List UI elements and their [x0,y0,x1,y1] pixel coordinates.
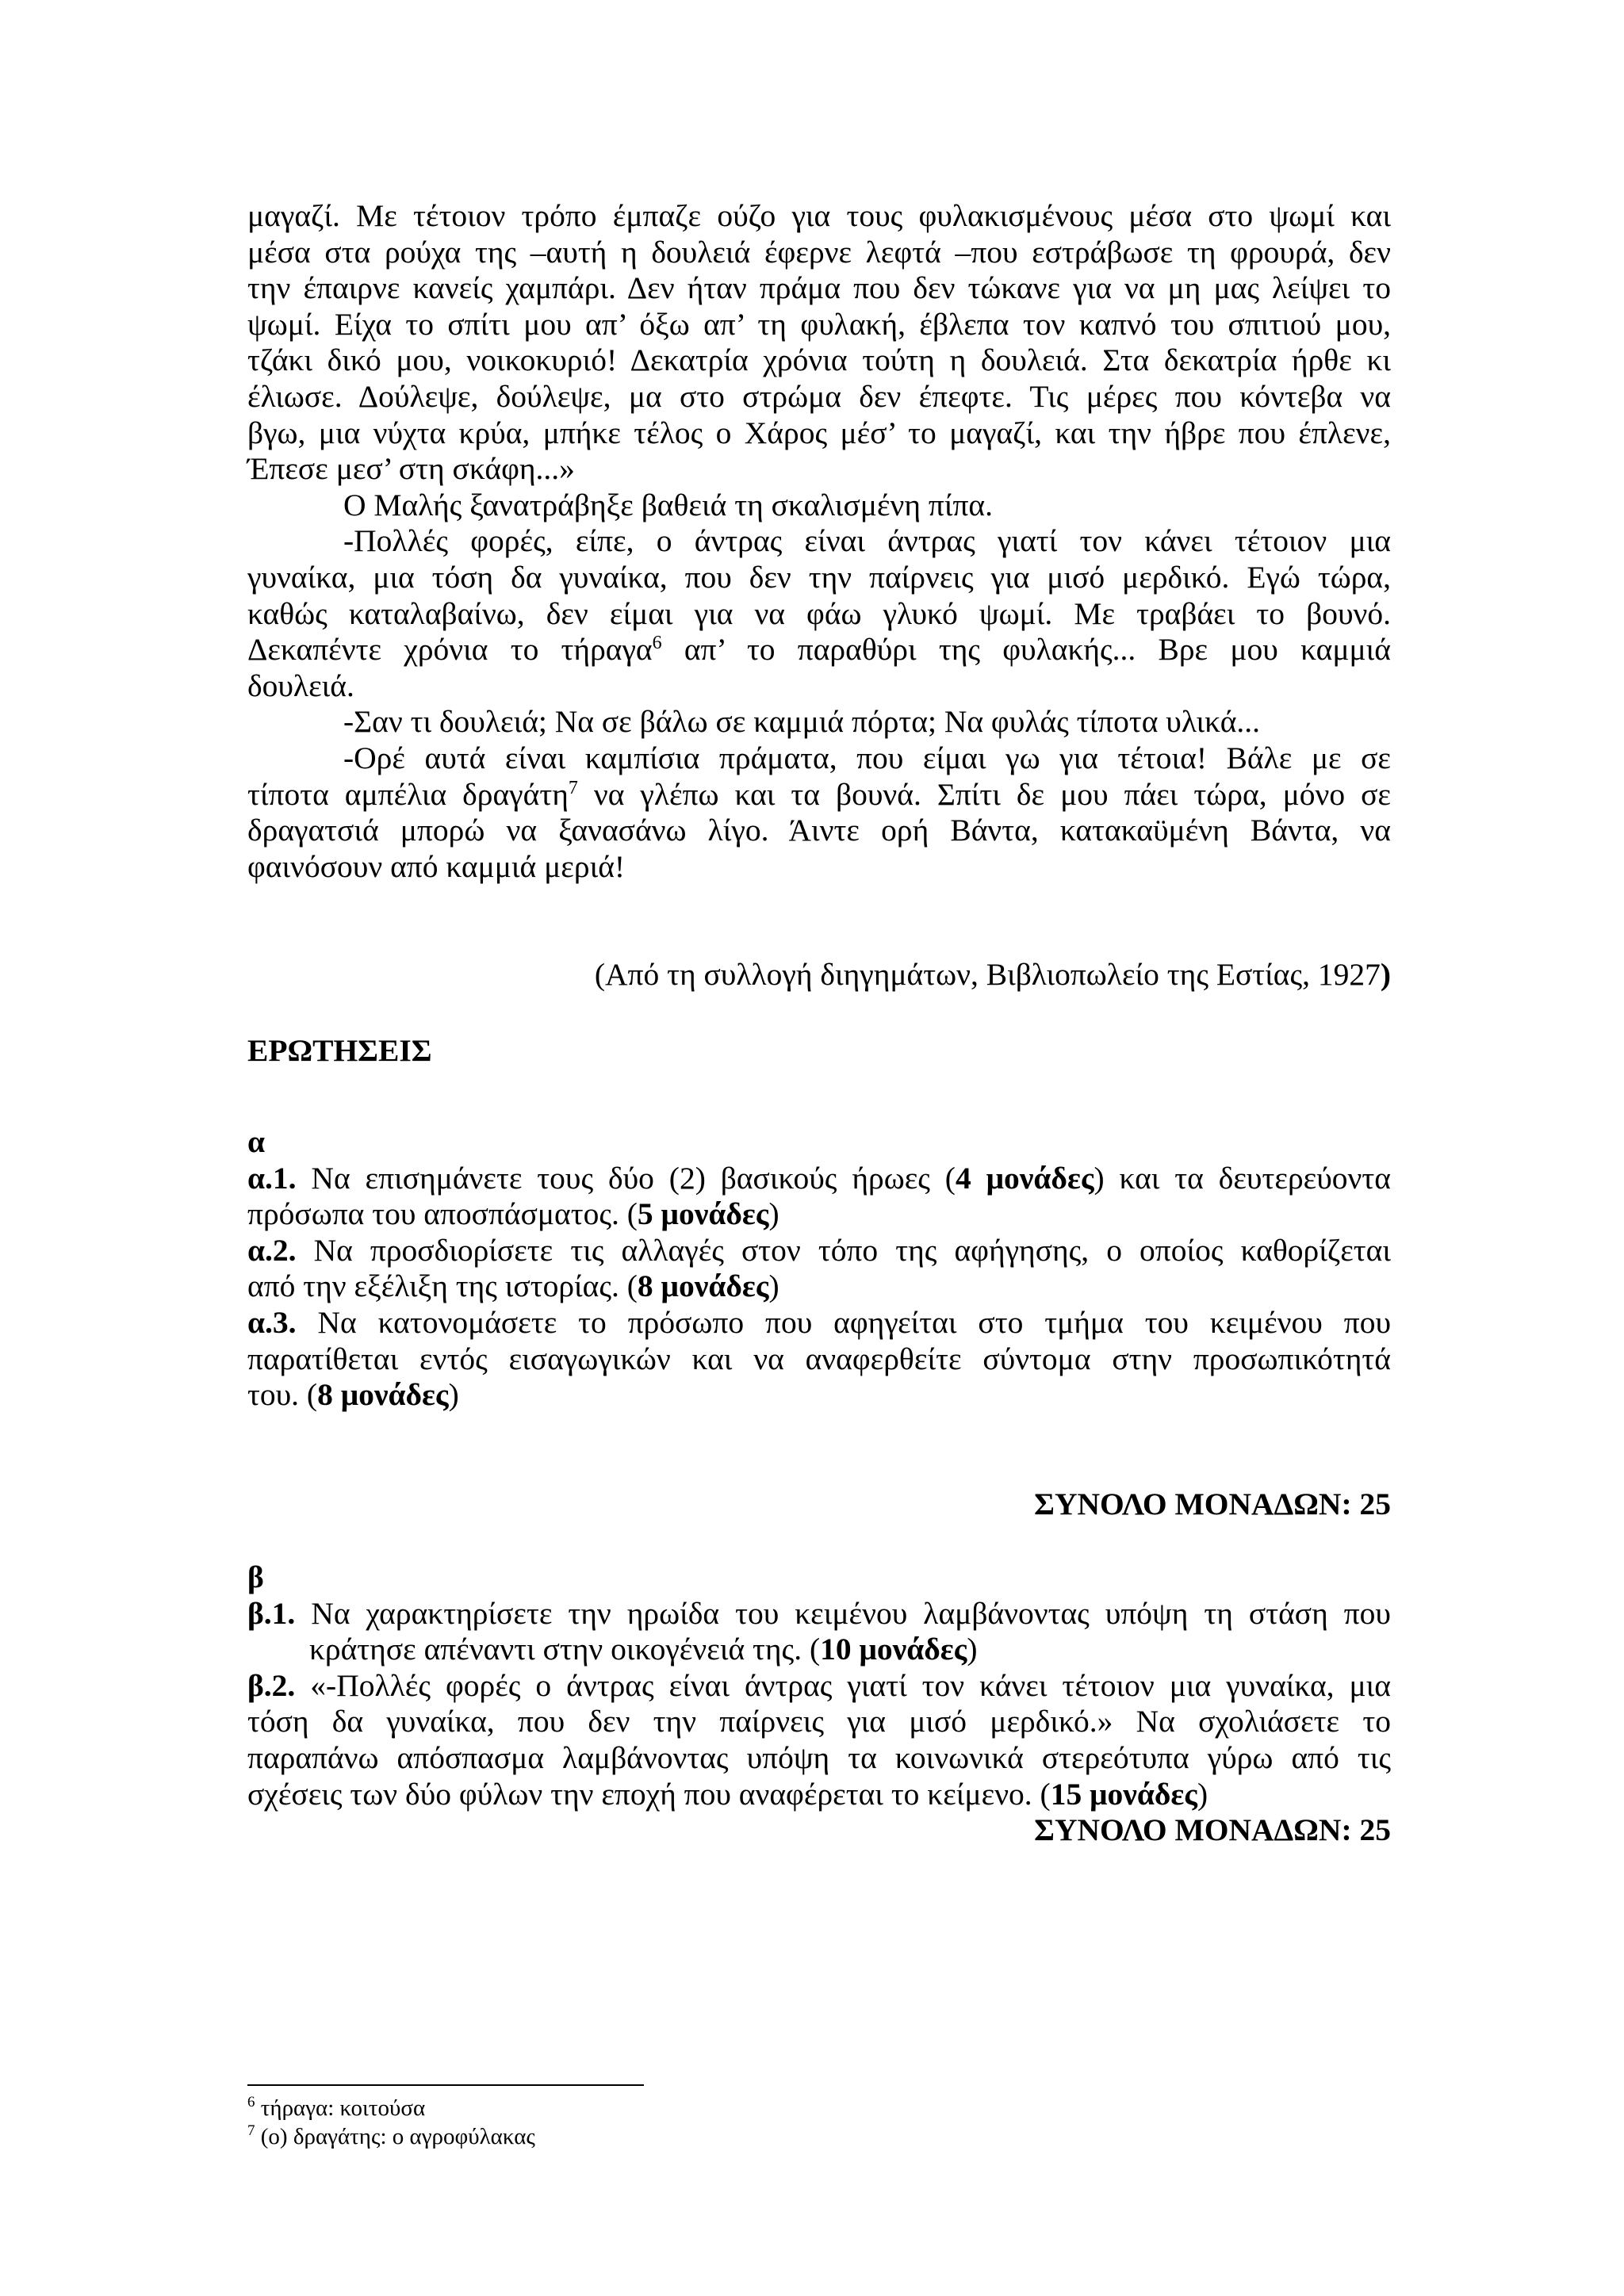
group-a-label [247,1124,1391,1161]
group-label: α [247,1124,266,1159]
source-text: (Από τη συλλογή διηγημάτων, Βιβλιοπωλείο της Εστίας, 1927 [594,957,1381,992]
footnote-text: τήραγα: κοιτούσα [255,2095,426,2121]
question-b2 [247,1668,1391,1705]
points: 15 μονάδες [1050,1776,1197,1812]
text-segment: ) [1197,1776,1208,1812]
text-segment: του. ( [247,1377,318,1413]
text-segment: πρόσωπα του αποσπάσματος. ( [247,1196,638,1232]
question-a3-cont: παρατίθεται εντός εισαγωγικών και να αναφερθείτε σύντομα στην προσωπικότητά [247,1341,1391,1376]
text-segment: Να κατονομάσετε το πρόσωπο που αφηγείται στο τμήμα του κειμένου που [296,1304,1391,1340]
text-line: δραγατσιά μπορώ να ξανασάνω λίγο. Άιντε ορή Βάντα, κατακαϋμένη Βάντα, να [247,813,1391,848]
text-line [247,777,1391,813]
text-line: μαγαζί. Με τέτοιον τρόπο έμπαζε ούζο για τους φυλακισμένους μέσα στο ψωμί και [247,198,1391,233]
source-close: ) [1380,957,1391,992]
text-segment: τίποτα αμπέλια δραγάτη [247,776,569,812]
footnote-ref-6: 6 [652,633,662,654]
question-a3 [247,1305,1391,1341]
footnote-7 [247,2123,535,2150]
text-line: έλιωσε. Δούλεψε, δούλεψε, μα στο στρώμα δεν έπεφτε. Τις μέρες που κόντεβα να [247,378,1391,414]
question-group-a [247,1124,1391,1414]
question-number: β.1. [247,1595,296,1631]
text-line: τζάκι δικό μου, νοικοκυριό! Δεκατρία χρόνια τούτη η δουλειά. Στα δεκατρία ήρθε κι [247,342,1391,378]
text-line: την έπαιρνε κανείς χαμπάρι. Δεν ήταν πράμα που δεν τώκανε για να μη μας λείψει το [247,270,1391,306]
text-line: -Ορέ αυτά είναι καμπίσια πράματα, που είμαι γω για τέτοια! Βάλε με σε [343,740,1391,775]
text-segment: Να χαρακτηρίσετε την ηρωίδα του κειμένου λαμβάνοντας υπόψη τη στάση που [295,1595,1391,1631]
points: 8 μονάδες [637,1269,769,1304]
question-number: β.2. [247,1667,296,1703]
question-number: α.2. [247,1232,297,1268]
text-segment: ) [448,1377,459,1413]
question-a3-cont [247,1377,1391,1414]
narrative-passage [247,198,1391,885]
points: 8 μονάδες [317,1377,449,1413]
text-line: ψωμί. Είχα το σπίτι μου απ’ όξω απ’ τη φυλακή, έβλεπα τον καπνό του σπιτιού μου, [247,306,1391,342]
text-line [247,632,1391,668]
text-line: -Πολλές φορές, είπε, ο άντρας είναι άντρας γιατί τον κάνει τέτοιον μια [343,523,1391,559]
question-group-b [247,1559,1391,1812]
question-b1-cont [247,1632,1391,1668]
text-line: Ο Μαλής ξανατράβηξε βαθειά τη σκαλισμένη πίπα. [343,487,993,522]
question-a2-cont [247,1269,1391,1305]
text-segment: ) [768,1269,779,1304]
footnote-divider [247,2084,644,2086]
footnote-6 [247,2095,425,2122]
question-b2-cont: τόση δα γυναίκα, που δεν την παίρνεις για μισό μερδικό.» Να σχολιάσετε το [247,1704,1391,1739]
group-b-label [247,1559,1391,1596]
total-points-b: ΣΥΝΟΛΟ ΜΟΝΑΔΩΝ: 25 [1034,1812,1391,1847]
text-segment: ) [967,1632,978,1667]
points: 10 μονάδες [820,1632,967,1667]
text-segment: από την εξέλιξη της ιστορίας. ( [247,1269,638,1304]
text-segment: απ’ το παραθύρι της φυλακής... Βρε μου καμμιά [661,632,1391,668]
text-line: βγω, μια νύχτα κρύα, μπήκε τέλος ο Χάρος μέσ’ το μαγαζί, και την ήβρε που έπλενε, [247,415,1391,450]
text-segment: Δεκαπέντε χρόνια το τήραγα [247,632,653,668]
total-points-a: ΣΥΝΟΛΟ ΜΟΝΑΔΩΝ: 25 [1034,1487,1391,1521]
text-line: δουλειά. [247,668,354,703]
text-line: Έπεσε μεσ’ στη σκάφη...» [247,451,575,487]
text-segment: Να προσδιορίσετε τις αλλαγές στον τόπο της αφήγησης, ο οποίος καθορίζεται [296,1232,1391,1268]
question-number: α.3. [247,1304,297,1340]
footnote-ref-7: 7 [568,777,578,798]
questions-heading: ΕΡΩΤΗΣΕΙΣ [247,1033,432,1068]
footnote-text: (ο) δραγάτης: ο αγροφύλακας [255,2124,535,2149]
text-line: μέσα στα ρούχα της –αυτή η δουλειά έφερνε λεφτά –που εστράβωσε τη φρουρά, δεν [247,234,1391,270]
question-a2 [247,1233,1391,1269]
question-a1-cont [247,1196,1391,1233]
text-line: -Σαν τι δουλειά; Να σε βάλω σε καμμιά πόρτα; Να φυλάς τίποτα υλικά... [343,704,1261,740]
question-b2-cont [247,1777,1391,1813]
source-attribution [247,957,1391,993]
question-number: α.1. [247,1160,297,1196]
footnote-number: 7 [247,2122,255,2139]
question-b1 [247,1596,1391,1632]
text-segment: να γλέπω και τα βουνά. Σπίτι δε μου πάει τώρα, μόνο σε [577,776,1391,812]
points: 4 μονάδες [955,1160,1094,1196]
text-segment: «-Πολλές φορές ο άντρας είναι άντρας γιατί τον κάνει τέτοιον μια γυναίκα, μια [295,1667,1391,1703]
text-line: φαινόσουν από καμμιά μεριά! [247,848,626,884]
footnote-number: 6 [247,2094,255,2110]
points: 5 μονάδες [637,1196,769,1232]
text-segment: σχέσεις των δύο φύλων την εποχή που αναφέρεται το κείμενο. ( [247,1776,1051,1812]
source-line [247,957,1391,993]
text-line: καθώς καταλαβαίνω, δεν είμαι για να φάω γλυκό ψωμί. Με τραβάει το βουνό. [247,595,1391,631]
text-segment: ) και τα δευτερεύοντα [1094,1160,1391,1196]
question-b2-cont: παραπάνω απόσπασμα λαμβάνοντας υπόψη τα κοινωνικά στερεότυπα γύρω από τις [247,1739,1391,1775]
text-segment: ) [768,1196,779,1232]
text-segment: Να επισημάνετε τους δύο (2) βασικούς ήρωες ( [296,1160,956,1196]
group-label: β [247,1559,264,1594]
text-segment: κράτησε απέναντι στην οικογένειά της. ( [309,1632,821,1667]
question-a1 [247,1161,1391,1197]
text-line: γυναίκα, μια τόση δα γυναίκα, που δεν την παίρνεις για μισό μερδικό. Εγώ τώρα, [247,559,1391,595]
